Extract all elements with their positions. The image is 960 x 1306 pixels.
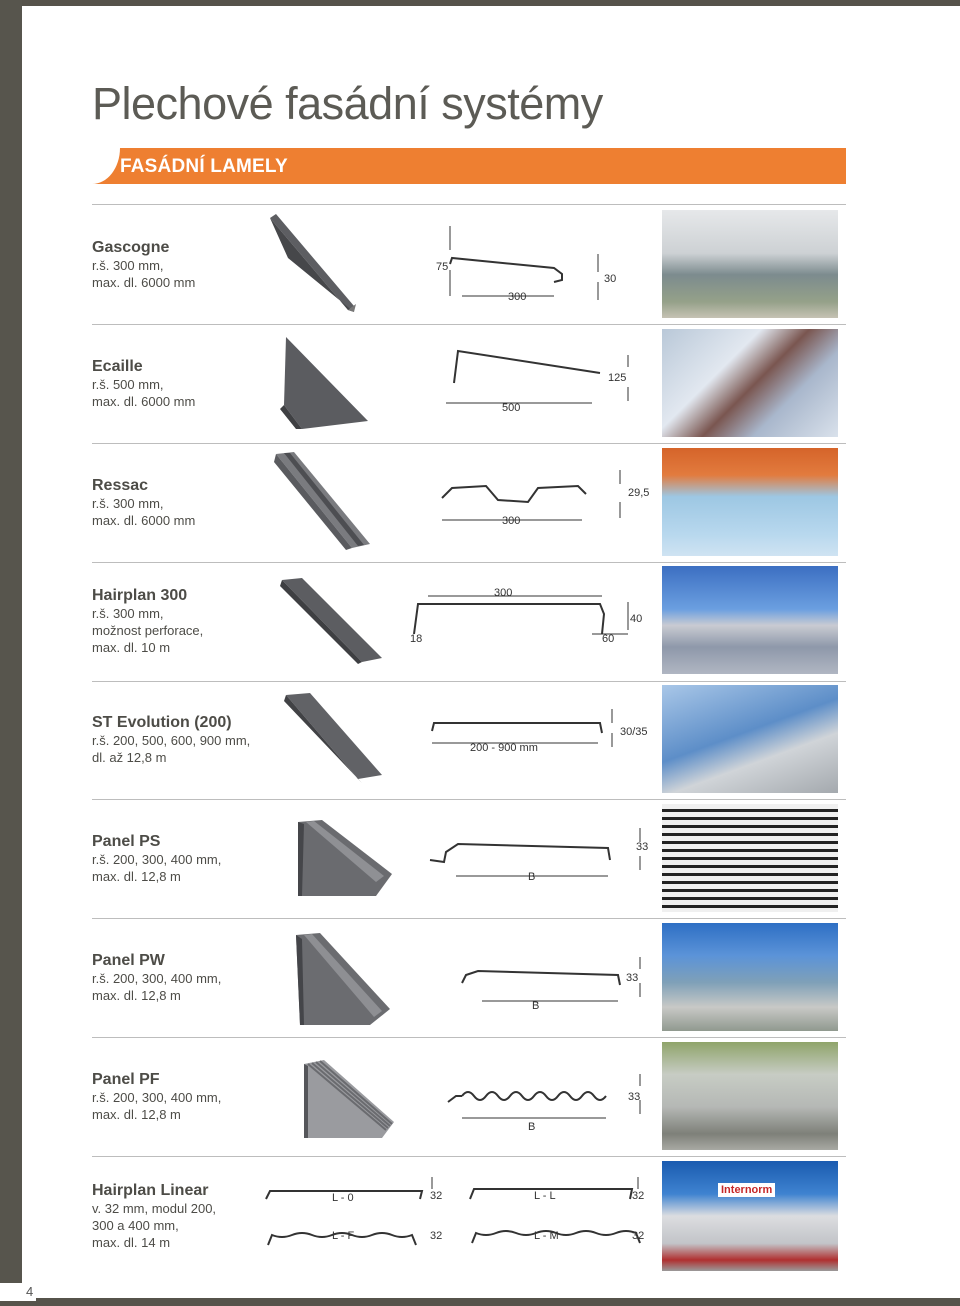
dim-label: 300 [508,291,527,303]
dim-label: 30 [604,273,617,285]
product-text [92,357,262,410]
product-name: Gascogne [92,239,170,256]
profile-drawing [432,343,662,433]
building-photo [662,685,838,793]
banner-shape [92,148,120,184]
dim-label: 40 [630,613,643,625]
dim-label: 75 [436,261,449,273]
product-row-st-evolution [92,685,838,793]
divider [92,324,846,325]
product-spec: max. dl. 6000 mm [92,394,196,409]
building-photo [662,1042,838,1150]
dim-label: 32 [430,1230,443,1242]
profile-drawing [422,707,662,777]
product-spec: r.š. 200, 300, 400 mm, [92,1090,222,1105]
product-spec: max. dl. 12,8 m [92,988,181,1003]
divider [92,1156,846,1157]
profile-drawing [422,220,652,310]
divider [92,562,846,563]
dim-label: L - M [534,1230,559,1242]
dim-label: 29,5 [628,487,650,499]
dim-label: 500 [502,402,521,414]
building-photo [662,329,838,437]
top-bar [0,0,960,6]
left-sidebar-bar [0,0,22,1306]
divider [92,681,846,682]
divider [92,443,846,444]
product-text [92,832,262,885]
product-row-gascogne [92,210,838,318]
panel-illustration [282,691,392,791]
profile-drawing [402,582,652,662]
product-text [92,476,262,529]
product-text [92,586,262,656]
panel-illustration [292,931,398,1027]
product-name: Panel PW [92,952,165,969]
product-text [92,238,262,291]
product-spec: r.š. 300 mm, [92,258,164,273]
dim-label: 30/35 [620,726,648,738]
product-spec: r.š. 300 mm, [92,496,164,511]
product-spec: max. dl. 6000 mm [92,513,196,528]
product-row-panel-pw [92,923,838,1031]
dim-label: B [532,1000,540,1012]
dim-label: 32 [632,1230,645,1242]
dim-label: 33 [636,841,649,853]
dim-label: L - 0 [332,1192,354,1204]
profile-drawing [422,824,662,894]
product-row-ressac [92,448,838,556]
product-row-ecaille [92,329,838,437]
panel-illustration [298,1058,400,1142]
product-text [92,713,262,766]
product-name: Hairplan 300 [92,587,188,604]
product-spec: r.š. 500 mm, [92,377,164,392]
product-text [92,951,262,1004]
product-text [92,1181,262,1251]
panel-illustration [276,574,386,666]
product-text [92,1070,262,1123]
dim-label: 300 [494,587,513,599]
divider [92,1037,846,1038]
product-spec: v. 32 mm, modul 200, [92,1201,217,1216]
product-spec: r.š. 200, 300, 400 mm, [92,971,222,986]
profile-drawing [432,468,662,548]
product-spec: možnost perforace, [92,623,204,638]
product-spec: dl. až 12,8 m [92,750,167,765]
page-title: Plechové fasádní systémy [92,78,603,129]
dim-label: 33 [628,1091,641,1103]
product-row-panel-ps [92,804,838,912]
product-row-hairplan-linear [92,1161,838,1271]
dim-label: 32 [430,1190,443,1202]
product-name: Ressac [92,477,149,494]
dim-label: B [528,1121,536,1133]
panel-illustration [272,329,372,437]
building-photo [662,566,838,674]
photo-sign-text: Internorm [718,1183,775,1197]
building-photo [662,210,838,318]
product-name: ST Evolution (200) [92,714,232,731]
dim-label: L - L [534,1190,556,1202]
product-name: Ecaille [92,358,143,375]
page-number: 4 [0,1283,36,1301]
dim-label: 200 - 900 mm [470,742,538,754]
product-spec: max. dl. 14 m [92,1235,171,1250]
dim-label: 18 [410,633,423,645]
dim-label: 33 [626,972,639,984]
panel-illustration [266,448,376,556]
product-spec: max. dl. 12,8 m [92,869,181,884]
product-name: Hairplan Linear [92,1182,209,1199]
product-spec: r.š. 200, 500, 600, 900 mm, [92,733,251,748]
product-spec: 300 a 400 mm, [92,1218,179,1233]
divider [92,918,846,919]
product-row-panel-pf [92,1042,838,1150]
dim-label: 125 [608,372,627,384]
product-spec: max. dl. 12,8 m [92,1107,181,1122]
section-title: FASÁDNÍ LAMELY [120,156,288,177]
profile-drawing [422,1072,662,1142]
dim-label: 60 [602,633,615,645]
dim-label: B [528,871,536,883]
panel-illustration [262,210,362,318]
product-spec: max. dl. 10 m [92,640,171,655]
divider [92,799,846,800]
product-spec: max. dl. 6000 mm [92,275,196,290]
product-row-hairplan-300 [92,566,838,674]
profile-drawings [260,1173,650,1263]
dim-label: 32 [632,1190,645,1202]
building-photo [662,804,838,912]
building-photo [662,923,838,1031]
bottom-bar [0,1298,960,1306]
product-spec: r.š. 200, 300, 400 mm, [92,852,222,867]
dim-label: L - F [332,1230,355,1242]
profile-drawing [442,955,672,1025]
divider [92,204,846,205]
product-name: Panel PF [92,1071,160,1088]
dim-label: 300 [502,515,521,527]
section-banner [92,148,846,184]
product-spec: r.š. 300 mm, [92,606,164,621]
panel-illustration [292,816,398,900]
building-photo [662,448,838,556]
product-name: Panel PS [92,833,161,850]
building-photo [662,1161,838,1271]
